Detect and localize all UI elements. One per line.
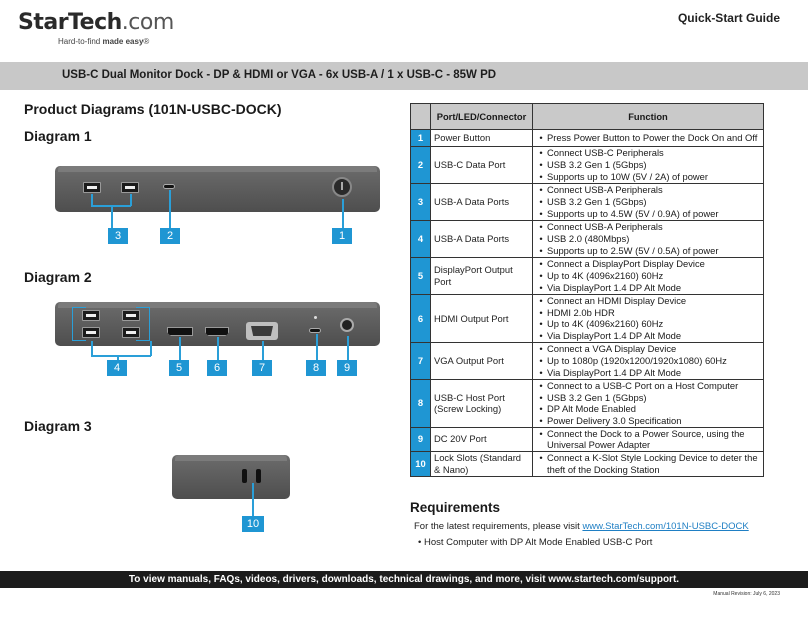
callout-9: 9 [337,360,357,376]
row-number-cell: 2 [411,147,431,184]
function-bullet: • Up to 4K (4096x2160) 60Hz [535,270,760,282]
lock-slot-icon [256,469,261,483]
diagram-2-title: Diagram 2 [24,269,92,285]
function-cell [533,452,764,477]
lock-slot-icon [242,469,247,483]
usb-a-port-icon [121,182,139,193]
function-cell [533,130,764,147]
usb-c-port-icon [163,184,175,189]
port-name-cell: Power Button [431,130,533,147]
function-bullet: • Supports up to 10W (5V / 2A) of power [535,171,760,183]
function-bullet: • Connect USB-A Peripherals [535,184,760,196]
doc-type-title: Quick-Start Guide [677,11,780,25]
usb-c-host-port-icon [309,328,321,333]
callout-5: 5 [169,360,189,376]
support-footer: To view manuals, FAQs, videos, drivers, downloads, technical drawings, and more, visit www.startech.com/support. [0,571,808,588]
function-bullet: • Via DisplayPort 1.4 DP Alt Mode [535,282,760,294]
function-cell [533,184,764,221]
requirement-item: • Host Computer with DP Alt Mode Enabled USB-C Port [418,537,653,548]
function-cell [533,221,764,258]
function-bullet: • Connect the Dock to a Power Source, using the Universal Power Adapter [535,428,760,451]
function-bullet: • USB 3.2 Gen 1 (5Gbps) [535,392,760,404]
function-bullet: • Via DisplayPort 1.4 DP Alt Mode [535,330,760,342]
callout-1: 1 [332,228,352,244]
function-cell [533,427,764,451]
table-row [411,452,764,477]
function-bullet: • Connect to a USB-C Port on a Host Computer [535,380,760,392]
callout-3: 3 [108,228,128,244]
port-name-cell: USB-C Data Port [431,147,533,184]
power-button-icon [332,177,352,197]
function-bullet: • USB 3.2 Gen 1 (5Gbps) [535,196,760,208]
function-bullet: • Up to 4K (4096x2160) 60Hz [535,318,760,330]
led-indicator-icon [314,316,317,319]
row-number-cell: 1 [411,130,431,147]
port-name-cell: USB-A Data Ports [431,221,533,258]
vga-port-icon [246,322,278,340]
row-number-cell: 3 [411,184,431,221]
dock-side-view [172,455,290,499]
requirement-item-text: Host Computer with DP Alt Mode Enabled USB-C Port [423,537,653,548]
row-number-cell: 8 [411,379,431,427]
table-row [411,258,764,295]
function-bullet: • Via DisplayPort 1.4 DP Alt Mode [535,367,760,379]
table-body [411,130,764,477]
logo-tagline: Hard-to-find [58,37,103,46]
diagram-3-title: Diagram 3 [24,418,92,434]
callout-7: 7 [252,360,272,376]
row-number-cell: 9 [411,427,431,451]
function-bullet: • Power Delivery 3.0 Specification [535,415,760,427]
port-name-cell: USB-A Data Ports [431,184,533,221]
function-bullet: • DP Alt Mode Enabled [535,403,760,415]
row-number-cell: 10 [411,452,431,477]
manual-revision: Manual Revision: July 6, 2023 [713,591,780,597]
function-bullet: • Connect a K-Slot Style Locking Device to deter the theft of the Docking Station [535,452,760,475]
table-row [411,130,764,147]
table-row [411,342,764,379]
requirements-link[interactable]: www.StarTech.com/101N-USBC-DOCK [582,521,749,532]
hdmi-port-icon [205,327,229,336]
dc-power-port-icon [340,318,354,332]
table-row [411,147,764,184]
callout-6: 6 [207,360,227,376]
function-bullet: • Press Power Button to Power the Dock On and Off [535,132,760,144]
table-row [411,295,764,343]
table-row [411,221,764,258]
requirements-intro [414,521,749,532]
function-bullet: • Connect a VGA Display Device [535,343,760,355]
table-header-row [411,104,764,130]
logo-dotcom: .com [121,10,174,35]
product-title: USB-C Dual Monitor Dock - DP & HDMI or VGA - 6x USB-A / 1 x USB-C - 85W PD [62,69,497,81]
callout-2: 2 [160,228,180,244]
function-bullet: • Supports up to 4.5W (5V / 0.9A) of power [535,208,760,220]
column-header-number [411,104,431,130]
function-cell [533,147,764,184]
requirements-intro-text: For the latest requirements, please visit [414,521,583,532]
function-bullet: • Connect USB-A Peripherals [535,221,760,233]
row-number-cell: 5 [411,258,431,295]
port-name-cell: VGA Output Port [431,342,533,379]
logo-tagline-bold: made easy [102,37,144,46]
function-cell [533,258,764,295]
function-cell [533,295,764,343]
displayport-icon [167,327,193,336]
function-bullet: • HDMI 2.0b HDR [535,307,760,319]
callout-8: 8 [306,360,326,376]
port-name-cell: Lock Slots (Standard & Nano) [431,452,533,477]
port-name-cell: DC 20V Port [431,427,533,451]
function-cell [533,379,764,427]
row-number-cell: 6 [411,295,431,343]
function-bullet: • USB 2.0 (480Mbps) [535,233,760,245]
callout-4: 4 [107,360,127,376]
requirements-heading: Requirements [410,500,501,515]
function-bullet: • Connect an HDMI Display Device [535,295,760,307]
diagram-1-title: Diagram 1 [24,128,92,144]
function-bullet: • Connect USB-C Peripherals [535,147,760,159]
column-header-function: Function [533,104,764,130]
function-bullet: • USB 3.2 Gen 1 (5Gbps) [535,159,760,171]
product-diagrams-heading: Product Diagrams (101N-USBC-DOCK) [24,101,282,117]
logo-word: StarTech [18,10,122,35]
product-banner [0,62,808,90]
startech-logo [18,10,174,46]
function-bullet: • Connect a DisplayPort Display Device [535,258,760,270]
table-row [411,379,764,427]
port-name-cell: DisplayPort Output Port [431,258,533,295]
function-bullet: • Supports up to 2.5W (5V / 0.5A) of power [535,245,760,257]
function-cell [533,342,764,379]
function-bullet: • Up to 1080p (1920x1200/1920x1080) 60Hz [535,355,760,367]
table-row [411,184,764,221]
row-number-cell: 4 [411,221,431,258]
callout-10: 10 [242,516,264,532]
logo-registered-mark: ® [143,37,150,46]
row-number-cell: 7 [411,342,431,379]
port-name-cell: USB-C Host Port (Screw Locking) [431,379,533,427]
table-row [411,427,764,451]
port-function-table [410,103,764,477]
usb-a-port-icon [83,182,101,193]
column-header-port: Port/LED/Connector [431,104,533,130]
port-name-cell: HDMI Output Port [431,295,533,343]
